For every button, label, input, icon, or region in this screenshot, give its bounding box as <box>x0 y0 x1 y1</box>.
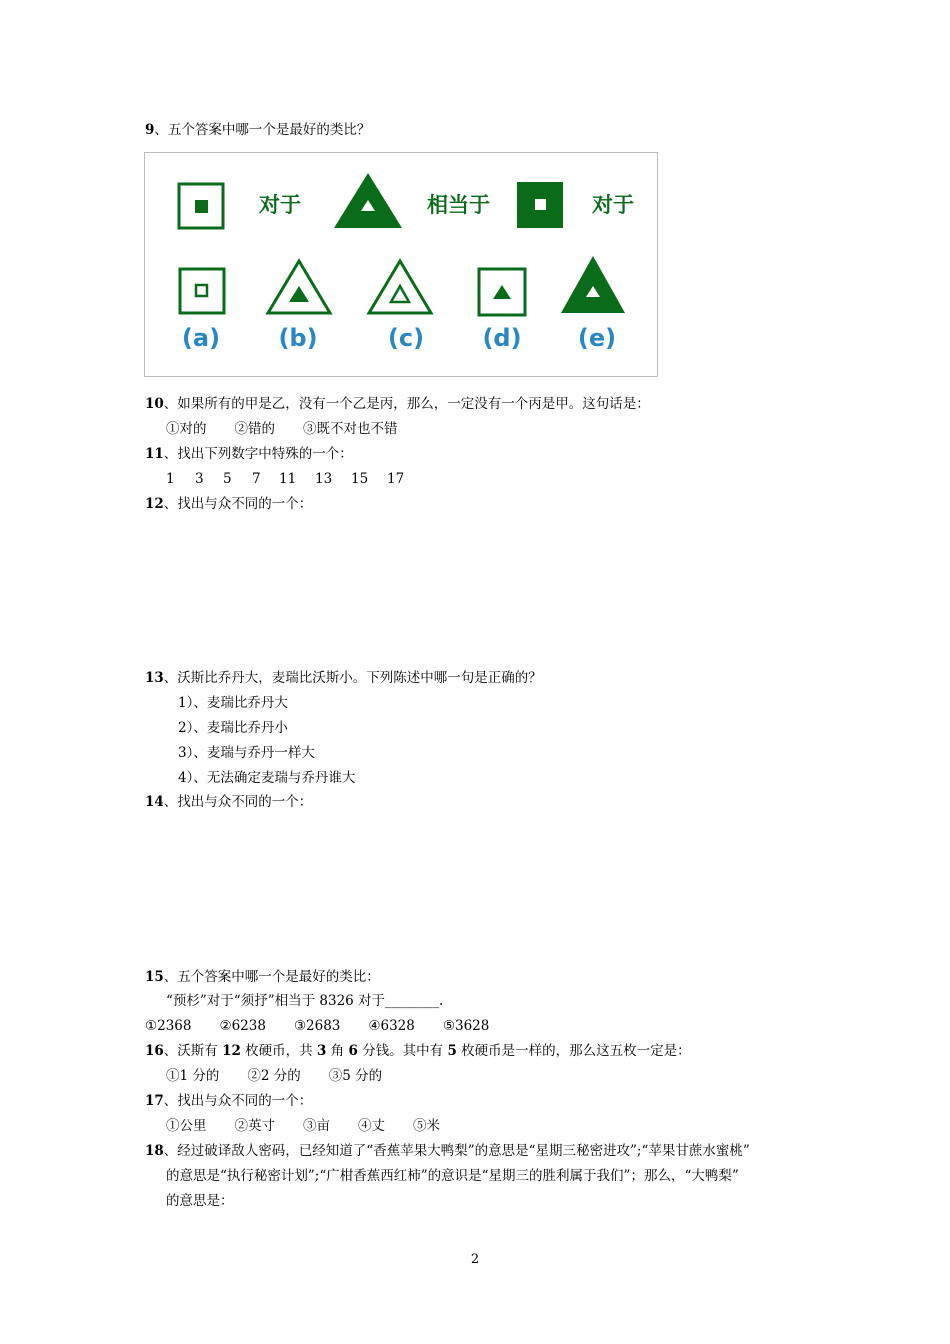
q15-text: 、五个答案中哪一个是最好的类比： <box>163 969 380 985</box>
q14-line <box>145 793 312 811</box>
q10-option-2: ②错的 <box>234 421 275 437</box>
q16-text-3: 角 <box>326 1043 349 1059</box>
q17-text: 、找出与众不同的一个： <box>163 1093 313 1109</box>
q10-option-1: ①对的 <box>166 421 207 437</box>
q15-option-2: ②6238 <box>219 1018 266 1034</box>
q9-line <box>145 121 370 139</box>
q17-options <box>166 1117 468 1135</box>
q16-same-count: 5 <box>447 1043 457 1059</box>
q10-options <box>166 420 426 438</box>
q15-number: 15 <box>145 969 164 985</box>
q16-text-2: 枚硬币，共 <box>240 1043 317 1059</box>
filled-square-icon <box>517 182 563 228</box>
q9-text: 、五个答案中哪一个是最好的类比？ <box>154 122 371 138</box>
q15-options <box>145 1017 517 1035</box>
q11-number-item: 15 <box>351 471 369 487</box>
option-b-icon <box>268 261 330 313</box>
option-d-label: (d) <box>482 324 522 352</box>
q15-line <box>145 968 380 986</box>
q10-text: 、如果所有的甲是乙，没有一个乙是丙，那么，一定没有一个丙是甲。这句话是： <box>163 396 650 412</box>
square-outline-small-filled-icon <box>179 184 223 228</box>
option-e-icon <box>561 256 625 313</box>
q12-text: 、找出与众不同的一个： <box>163 496 313 512</box>
q17-option-3: ③亩 <box>303 1118 330 1134</box>
q11-number-item: 3 <box>195 471 204 487</box>
q16-fen: 6 <box>348 1043 358 1059</box>
q16-jiao: 3 <box>316 1043 327 1059</box>
q10-option-3: ③既不对也不错 <box>303 421 398 437</box>
q16-text-5: 枚硬币是一样的，那么这五枚一定是： <box>456 1043 691 1059</box>
q13-option-2: 2）、麦瑞比乔丹小 <box>178 720 288 736</box>
q17-number: 17 <box>145 1093 164 1109</box>
q17-option-1: ①公里 <box>166 1118 207 1134</box>
q13-option-3: 3）、麦瑞与乔丹一样大 <box>178 745 315 761</box>
q12-number: 12 <box>145 496 164 512</box>
q17-line <box>145 1092 312 1110</box>
q16-options <box>166 1067 410 1085</box>
option-a-label: (a) <box>181 324 221 352</box>
q11-text: 、找出下列数字中特殊的一个： <box>163 446 353 462</box>
label-dui-yu: 对于 <box>259 193 301 217</box>
q16-coin-count: 12 <box>222 1043 241 1059</box>
q13-text: 、沃斯比乔丹大，麦瑞比沃斯小。下列陈述中哪一句是正确的？ <box>163 670 542 686</box>
q13-option-4: 4）、无法确定麦瑞与乔丹谁大 <box>178 770 356 786</box>
q16-option-1: ①1 分的 <box>166 1068 220 1084</box>
large-filled-triangle-icon <box>334 173 402 228</box>
q12-line <box>145 495 312 513</box>
q11-number-item: 13 <box>315 471 333 487</box>
analogy-figure <box>144 152 658 377</box>
q15-analogy: “预杉”对于“须抒”相当于 8326 对于________. <box>166 993 444 1009</box>
q17-option-5: ⑤米 <box>413 1118 440 1134</box>
q9-number: 9 <box>145 122 155 138</box>
option-d-icon <box>479 269 525 315</box>
label-xiang-dang-yu: 相当于 <box>427 193 490 217</box>
q15-option-5: ⑤3628 <box>442 1018 490 1034</box>
q13-line <box>145 669 542 687</box>
q10-number: 10 <box>145 396 164 412</box>
q15-option-4: ④6328 <box>368 1018 415 1034</box>
q13-number: 13 <box>145 670 164 686</box>
q15-option-3: ③2683 <box>293 1018 341 1034</box>
page-number: 2 <box>470 1252 480 1267</box>
q15-option-1: ①2368 <box>145 1018 192 1034</box>
q11-number-item: 17 <box>387 471 405 487</box>
option-c-label: (c) <box>387 324 425 352</box>
analogy-figure-svg <box>145 153 657 376</box>
q18-text-1: 、经过破译敌人密码，已经知道了“香蕉苹果大鸭梨”的意思是“星期三秘密进攻”;“苹果甘蔗水蜜桃” <box>163 1143 750 1159</box>
q18-number: 18 <box>145 1143 164 1159</box>
option-b-label: (b) <box>278 324 318 352</box>
label-dui-yu-2: 对于 <box>592 193 634 217</box>
q10-line <box>145 395 650 413</box>
q16-option-3: ③5 分的 <box>328 1068 383 1084</box>
q16-line <box>145 1042 691 1060</box>
q16-text-1: 、沃斯有 <box>163 1043 223 1059</box>
option-e-label: (e) <box>577 324 617 352</box>
option-a-icon <box>180 269 224 313</box>
option-c-icon <box>369 261 431 313</box>
q18-text-3: 的意思是： <box>166 1193 234 1209</box>
q11-number: 11 <box>145 446 164 462</box>
q11-number-item: 11 <box>279 471 297 487</box>
q11-number-item: 1 <box>166 471 175 487</box>
q14-number: 14 <box>145 794 164 810</box>
q13-option-1: 1）、麦瑞比乔丹大 <box>178 695 288 711</box>
q18-text-2: 的意思是“执行秘密计划”;“广柑香蕉西红柿”的意识是“星期三的胜利属于我们”；那么，“大鸭梨” <box>166 1168 739 1184</box>
q11-number-item: 5 <box>223 471 232 487</box>
q18-line <box>145 1142 750 1160</box>
q14-text: 、找出与众不同的一个： <box>163 794 313 810</box>
q17-option-2: ②英寸 <box>234 1118 275 1134</box>
q11-line <box>145 445 353 463</box>
q16-number: 16 <box>145 1043 164 1059</box>
q16-text-4: 分钱。其中有 <box>357 1043 448 1059</box>
q16-option-2: ②2 分的 <box>247 1068 301 1084</box>
q17-option-4: ④丈 <box>358 1118 385 1134</box>
q11-number-item: 7 <box>252 471 261 487</box>
